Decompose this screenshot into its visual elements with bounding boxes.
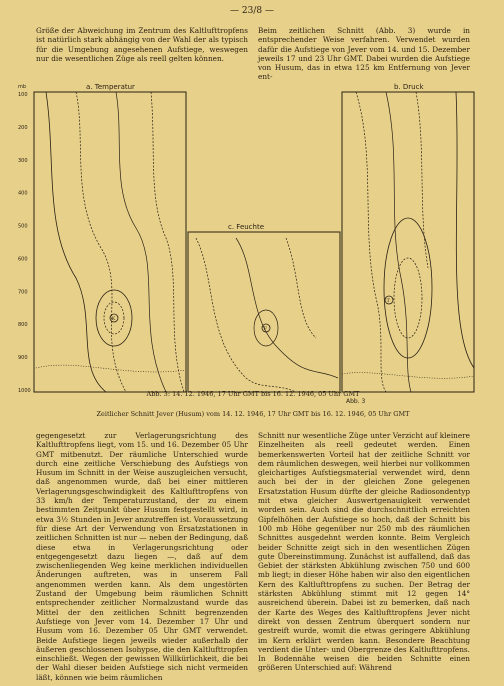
pressure-level-label: 200 [18, 124, 28, 131]
paragraph: Schnitt nur wesentliche Züge unter Verzicht auf kleinere Einzelheiten als reell gedeutet werden. Einen bemerkenswerten Vorteil hat der zeitliche Schnitt vor dem räumlichen deswegen, weil hierbei nur vollkommen gleichartiges Aufstiegsmaterial verwendet wird, denn auch bei der in der gleichen Zone gelegenen Ersatzstation Husum dürfte der gleiche Radiosondentyp mit etwa gleicher Auswertgenauigkeit verwendet worden sein. Auch sind die durchschnittlich erreichten Gipfelhöhen der Aufstiege so hoch, daß der Schnitt bis 100 mb Höhe gegenüber nur 250 mb des räumlichen Schnittes ausgedehnt werden konnte. Beim Vergleich beider Schnitte zeigt sich in den wesentlichen Zügen gute Übereinstimmung. Zunächst ist auffallend, daß das Gebiet der stärksten Abkühlung zwischen 750 und 600 mb liegt; in dieser Höhe haben wir also den eigentlichen Kern des Kaltlufttropfens zu suchen. Der Betrag der stärksten Abkühlung stimmt mit 12 gegen 14° ausreichend überein. Dabei ist zu bemerken, daß nach der Karte des Weges des Kaltlufttropfens Jever nicht direkt von dessen Zentrum überquert sondern nur gestreift wurde, womit die etwas geringere Abkühlung im Kern erklärt werden kann. Besondere Beachtung verdient die Unter- und Obergrenze des Kaltlufttropfens. In Bodennähe weisen die beiden Schnitte einen größeren Unterschied auf: Während [258, 431, 470, 673]
page-number: — 23/8 — [230, 6, 274, 16]
pressure-level-label: 1000 [18, 388, 31, 394]
pressure-level-label: 600 [18, 256, 28, 263]
axis-unit: mb [18, 84, 27, 90]
marker-cold-core: K [111, 316, 116, 322]
text-column-top-right [258, 26, 470, 82]
pressure-level-label: 800 [18, 322, 28, 329]
panel-title: b. Druck [394, 83, 424, 91]
paragraph: Größe der Abweichung im Zentrum des Kaltlufttropfens ist natürlich stark abhängig von der Wahl der als typisch für die Umgebung angesehenen Aufstiege, weswegen nur die wesentlichen Züge als reell gelten können. [36, 26, 248, 63]
panel-moisture [188, 223, 340, 392]
pressure-level-label: 500 [18, 223, 28, 230]
marker-moisture: F [263, 326, 267, 332]
panel-temperature [18, 83, 186, 394]
panel-pressure [342, 83, 474, 392]
text-column-top-left [36, 26, 248, 63]
pressure-level-label: 100 [18, 92, 28, 98]
pressure-level-label: 700 [18, 289, 28, 296]
pressure-axis [18, 92, 31, 394]
text-column-bottom-right [258, 431, 470, 673]
figure-abb-caption: Abb. 3: 14. 12. 1946, 17 Uhr GMT bis 16. 12. 1946, 05 Uhr GMT [146, 390, 360, 398]
figure-caption: Zeitlicher Schnitt Jever (Husum) vom 14. 12. 1946, 17 Uhr GMT bis 16. 12. 1946, 05 Uhr GMT [96, 410, 410, 418]
figure-svg [16, 78, 490, 408]
pressure-level-label: 300 [18, 157, 28, 164]
panel-title: c. Feuchte [228, 223, 265, 231]
figure-cross-section [16, 78, 490, 428]
paragraph: Beim zeitlichen Schnitt (Abb. 3) wurde in entsprechender Weise verfahren. Verwendet wurden dafür die Aufstiege von Jever vom 14. und 15. Dezember jeweils 17 und 23 Uhr GMT. Dabei wurden die Aufstiege von Husum, das in etwa 125 km Entfernung von Jever ent- [258, 26, 470, 82]
pressure-level-label: 400 [18, 190, 28, 197]
marker-pressure: T [386, 298, 390, 304]
paragraph: gegengesetzt zur Verlagerungsrichtung des Kaltlufttropfens liegt, vom 15. und 16. Dezember 05 Uhr GMT mitbenutzt. Der räumliche Unterschied wurde durch eine zeitliche Verschiebung des Aufstiegs von Husum im Schnitt in der Weise auszugleichen versucht, daß angenommen wurde, daß bei einer mittleren Verlagerungsgeschwindigkeit des Kaltlufttropfens von 33 km/h der Temperaturzustand, der zu einem bestimmten Zeitpunkt über Husum festgestellt wird, in etwa 3½ Stunden in Jever anzutreffen ist. Voraussetzung für diese Art der Verwendung von Ersatzstationen in zeitlichen Schnitten ist nur — neben der Bedingung, daß diese etwa in Verlagerungsrichtung oder entgegengesetzt dazu liegen —, daß auf dem zwischenliegenden Weg keine merklichen individuellen Änderungen auftreten, was in unserem Fall angenommen werden kann. Als dem ungestörten Zustand der Umgebung beim räumlichen Schnitt entsprechender zeitlicher Normalzustand wurde das Mittel der den zeitlichen Schnitt begrenzenden Aufstiege von Jever vom 14. Dezember 17 Uhr und Husum vom 16. Dezember 05 Uhr GMT verwendet. Beide Aufstiege liegen jeweils wieder außerhalb der äußeren geschlossenen Isohypse, die den Kaltlufttropfen einschließt. Wegen der gewissen Willkürlichkeit, die bei der Wahl dieser beiden Aufstiege sich nicht vermeiden läßt, können wie beim räumlichen [36, 431, 248, 682]
pressure-level-label: 900 [18, 355, 28, 362]
abb-number: Abb. 3 [346, 398, 366, 405]
text-column-bottom-left [36, 431, 248, 682]
panel-title: a. Temperatur [86, 83, 135, 91]
